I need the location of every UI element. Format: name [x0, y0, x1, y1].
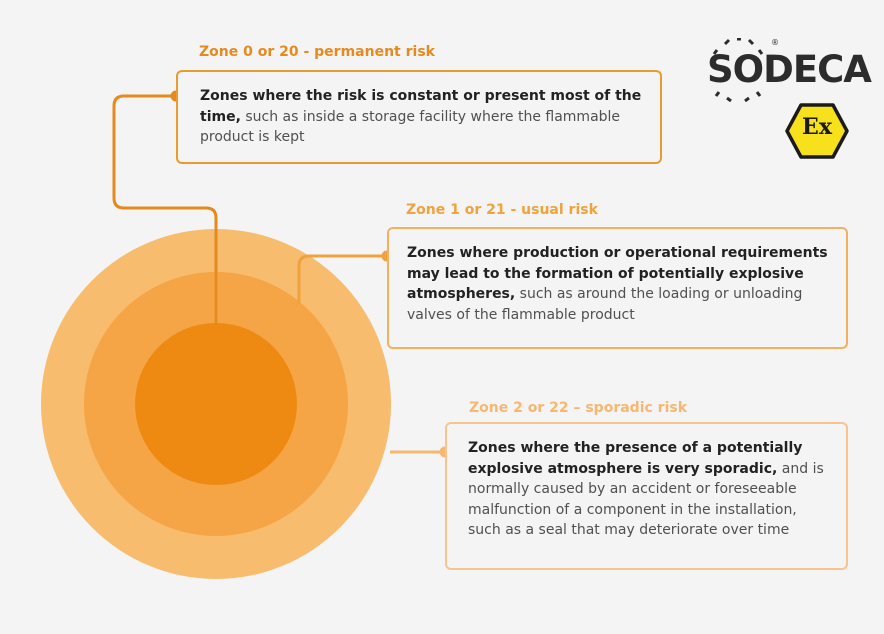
zone-2-title: Zone 2 or 22 – sporadic risk	[469, 400, 688, 416]
zone-1-title: Zone 1 or 21 - usual risk	[406, 202, 598, 218]
zone-0-title: Zone 0 or 20 - permanent risk	[199, 44, 435, 60]
registered-mark: ®	[771, 38, 779, 47]
zone-1-description	[387, 227, 848, 349]
zone-0-description	[176, 70, 662, 164]
zone-1-description-rest: such as around the loading or unloading valves of the flammable product	[407, 286, 803, 323]
zone-2-description-bold: Zones where the presence of a potentially explosive atmosphere is very sporadic,	[468, 440, 803, 477]
zone-2-description-rest: and is normally caused by an accident or foreseeable malfunction of a component in the installation, such as a seal that may deteriorate over time	[468, 460, 824, 538]
zone-0-description-bold: Zones where the risk is constant or present most of the time,	[200, 88, 642, 125]
zone-0-circle	[135, 323, 297, 485]
zone-1-description-bold: Zones where production or operational requirements may lead to the formation of potentially explosive atmospheres,	[407, 245, 828, 302]
zone-2-description	[445, 422, 848, 570]
brand-name: SODECA	[707, 48, 871, 91]
sodeca-logo	[699, 38, 871, 102]
ex-mark: Ex	[802, 114, 832, 140]
zone-0-description-rest: such as inside a storage facility where the flammable product is kept	[200, 108, 621, 145]
